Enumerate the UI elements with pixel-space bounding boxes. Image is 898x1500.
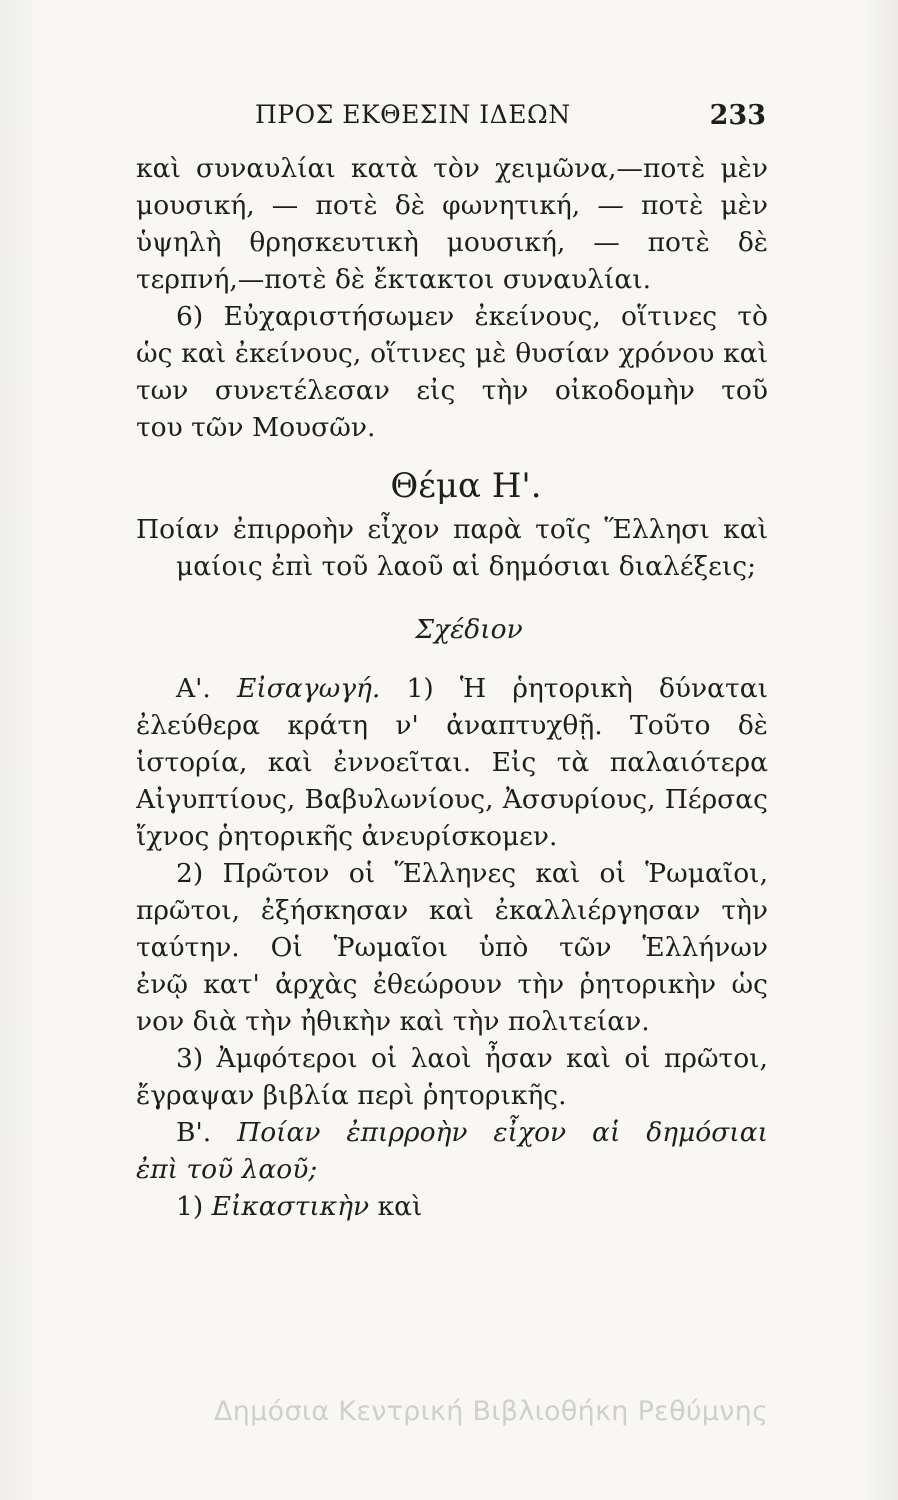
text-line: ἴχνος ῥητορικῆς ἀνευρίσκομεν. [136, 821, 558, 852]
question-line: Ποίαν ἐπιρροὴν εἶχον παρὰ τοῖς Ἕλλησι καὶ [136, 514, 768, 545]
section-a-title: Εἰσαγωγή. [237, 673, 381, 704]
text-line: ἐλεύθερα κράτη ν' ἀναπτυχθῇ. Τοῦτο δὲ [136, 710, 768, 741]
outline-label: Σχέδιον [415, 614, 523, 645]
item-number: 1) [176, 1191, 204, 1222]
text-line: 2) Πρῶτον οἱ Ἕλληνες καὶ οἱ Ῥωμαῖοι, [176, 858, 768, 889]
text-line: ὡς καὶ ἐκείνους, οἵτινες μὲ θυσίαν χρόνου καὶ [136, 338, 768, 369]
text-line: καὶ συναυλίαι κατὰ τὸν χειμῶνα,—ποτὲ μὲν [136, 153, 768, 184]
text-line: ἐνῷ κατ' ἀρχὰς ἐθεώρουν τὴν ῥητορικὴν ὡς [136, 969, 768, 1000]
last-line [136, 1188, 768, 1225]
running-head: ΠΡΟΣ ΕΚΘΕΣΙΝ ΙΔΕΩΝ [255, 100, 571, 129]
section-b-title: Ποίαν ἐπιρροὴν εἶχον αἱ δημόσιαι [237, 1117, 768, 1148]
text-line: ἔγραψαν βιβλία περὶ ῥητορικῆς. [136, 1080, 567, 1111]
section-b-label: Β'. [176, 1117, 212, 1148]
text-line: ἱστορία, καὶ ἐννοεῖται. Εἰς τὰ παλαιότερα [136, 747, 768, 778]
section-a-label: Α'. [176, 673, 211, 704]
text-line: μουσική, — ποτὲ δὲ φωνητική, — ποτὲ μὲν [136, 190, 768, 221]
text-line: Αἰγυπτίους, Βαβυλωνίους, Ἀσσυρίους, Πέρσας [136, 784, 768, 815]
text-line: των συνετέλεσαν εἰς τὴν οἰκοδομὴν τοῦ [136, 375, 768, 406]
library-watermark: Δημόσια Κεντρική Βιβλιοθήκη Ρεθύμνης [214, 1396, 769, 1427]
item-text: καὶ [377, 1191, 423, 1222]
section-a-first-line [136, 670, 768, 707]
text-line: πρῶτοι, ἐξήσκησαν καὶ ἐκαλλιέργησαν τὴν [136, 895, 768, 926]
text-line: 3) Ἀμφότεροι οἱ λαοὶ ἦσαν καὶ οἱ πρῶτοι, [176, 1043, 768, 1074]
text-line: ταύτην. Οἱ Ῥωμαῖοι ὑπὸ τῶν Ἑλλήνων [136, 932, 768, 963]
theme-heading: Θέμα Η'. [390, 466, 542, 506]
body-text [136, 150, 768, 1225]
question-line: μαίοις ἐπὶ τοῦ λαοῦ αἱ δημόσιαι διαλέξεις; [176, 551, 757, 582]
text-line: ὑψηλὴ θρησκευτικὴ μουσική, — ποτὲ δὲ [136, 227, 768, 258]
text-line: νον διὰ τὴν ἠθικὴν καὶ τὴν πολιτείαν. [136, 1006, 650, 1037]
text-line: 6) Εὐχαριστήσωμεν ἐκείνους, οἵτινες τὸ [176, 301, 768, 332]
section-b-title-cont: ἐπὶ τοῦ λαοῦ; [136, 1154, 318, 1185]
text-line: του τῶν Μουσῶν. [136, 412, 376, 443]
text-line: τερπνή,—ποτὲ δὲ ἔκτακτοι συναυλίαι. [136, 264, 652, 295]
item-title: Εἰκαστικὴν [211, 1191, 370, 1222]
section-b-first-line [136, 1114, 768, 1151]
page-number: 233 [709, 100, 766, 131]
section-a-text: 1) Ἡ ῥητορικὴ δύναται [406, 673, 768, 704]
